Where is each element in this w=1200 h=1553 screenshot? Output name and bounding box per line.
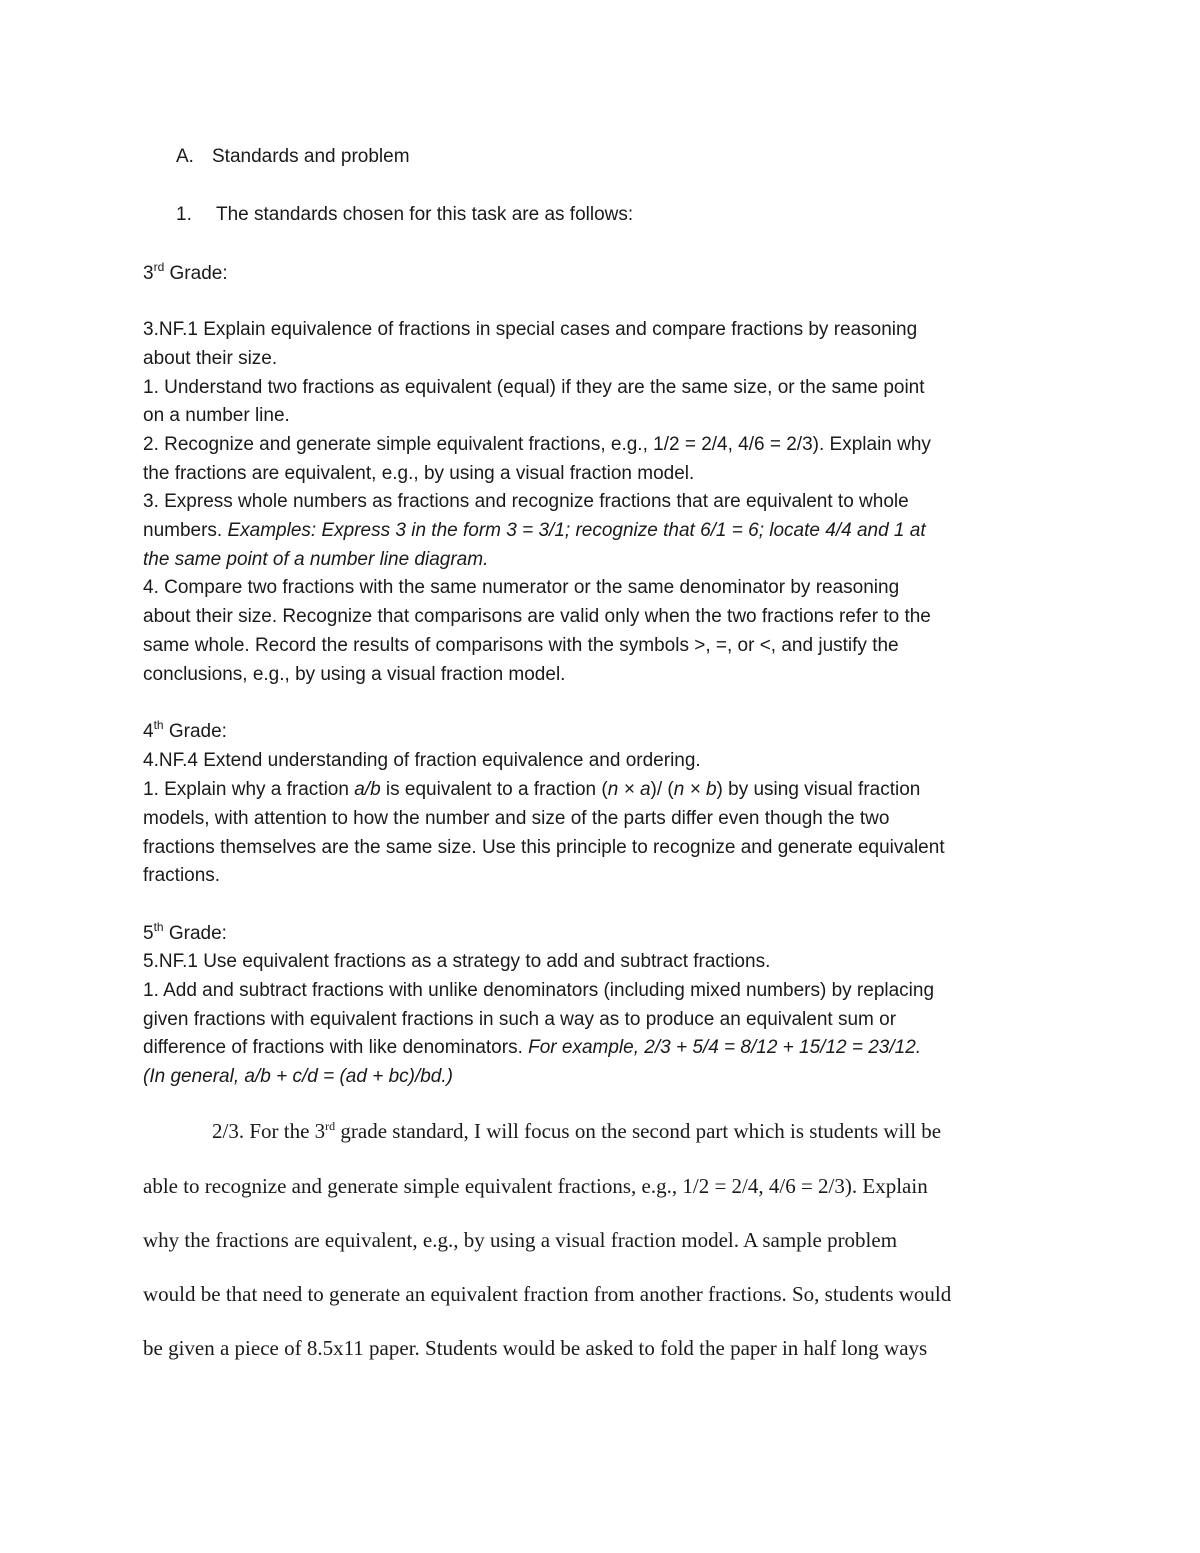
standard-line: 1. Understand two fractions as equivalent (equal) if they are the same size, or the same point (143, 377, 925, 398)
standard-line: 2. Recognize and generate simple equivalent fractions, e.g., 1/2 = 2/4, 4/6 = 2/3). Explain why (143, 434, 931, 455)
standard-line: 4.NF.4 Extend understanding of fraction equivalence and ordering. (143, 750, 701, 771)
standard-line: the same point of a number line diagram. (143, 549, 489, 570)
standard-line: the fractions are equivalent, e.g., by using a visual fraction model. (143, 463, 695, 484)
numbered-item (176, 204, 634, 225)
section-marker: A. (176, 146, 194, 167)
standard-code: 3.NF.1 (143, 319, 198, 340)
grade-heading-4th: 4th Grade: (143, 718, 227, 742)
standard-line: numbers. Examples: Express 3 in the form 3 = 3/1; recognize that 6/1 = 6; locate 4/4 and 1 at (143, 520, 926, 541)
standard-line: fractions. (143, 865, 221, 886)
standard-line: 4. Compare two fractions with the same numerator or the same denominator by reasoning (143, 577, 900, 598)
standard-line: difference of fractions with like denominators. For example, 2/3 + 5/4 = 8/12 + 15/12 = 23/12. (143, 1037, 922, 1058)
section-heading (176, 146, 410, 167)
standard-line: 5.NF.1 Use equivalent fractions as a strategy to add and subtract fractions. (143, 951, 771, 972)
paragraph-line: able to recognize and generate simple equivalent fractions, e.g., 1/2 = 2/4, 4/6 = 2/3). Explain (143, 1174, 928, 1198)
standard-line: conclusions, e.g., by using a visual fraction model. (143, 664, 566, 685)
section-title: Standards and problem (212, 146, 410, 167)
standard-line: on a number line. (143, 405, 290, 426)
item-marker: 1. (176, 204, 192, 225)
paragraph-line: 2/3. For the 3rd grade standard, I will focus on the second part which is students will be (212, 1119, 942, 1143)
standard-line: about their size. Recognize that comparisons are valid only when the two fractions refer to the (143, 606, 931, 627)
standard-code: 5.NF.1 (143, 951, 198, 972)
grade-heading-5th: 5th Grade: (143, 920, 227, 944)
standard-line: same whole. Record the results of comparisons with the symbols >, =, or <, and justify the (143, 635, 899, 656)
standard-line: 3. Express whole numbers as fractions and recognize fractions that are equivalent to whole (143, 491, 909, 512)
example-text: Examples: Express 3 in the form 3 = 3/1; recognize that 6/1 = 6; locate 4/4 and 1 at (227, 520, 926, 541)
item-text: The standards chosen for this task are as follows: (216, 204, 634, 225)
standard-line: fractions themselves are the same size. Use this principle to recognize and generate equivalent (143, 837, 945, 858)
standard-line: about their size. (143, 348, 278, 369)
paragraph-line: be given a piece of 8.5x11 paper. Students would be asked to fold the paper in half long ways (143, 1336, 928, 1360)
standard-line: 1. Explain why a fraction a/b is equivalent to a fraction (n × a)/ (n × b) by using visual fraction (143, 779, 921, 800)
standard-line: 1. Add and subtract fractions with unlike denominators (including mixed numbers) by replacing (143, 980, 935, 1001)
paragraph-line: why the fractions are equivalent, e.g., by using a visual fraction model. A sample problem (143, 1228, 898, 1252)
standard-line: given fractions with equivalent fractions in such a way as to produce an equivalent sum or (143, 1009, 897, 1030)
standard-line: 3.NF.1 Explain equivalence of fractions in special cases and compare fractions by reasoning (143, 319, 918, 340)
paragraph-line: would be that need to generate an equivalent fraction from another fractions. So, students would (143, 1282, 952, 1306)
grade-heading-3rd: 3rd Grade: (143, 260, 228, 284)
standard-code: 4.NF.4 (143, 750, 198, 771)
standard-line: (In general, a/b + c/d = (ad + bc)/bd.) (143, 1066, 453, 1087)
standard-line: models, with attention to how the number and size of the parts differ even though the two (143, 808, 890, 829)
